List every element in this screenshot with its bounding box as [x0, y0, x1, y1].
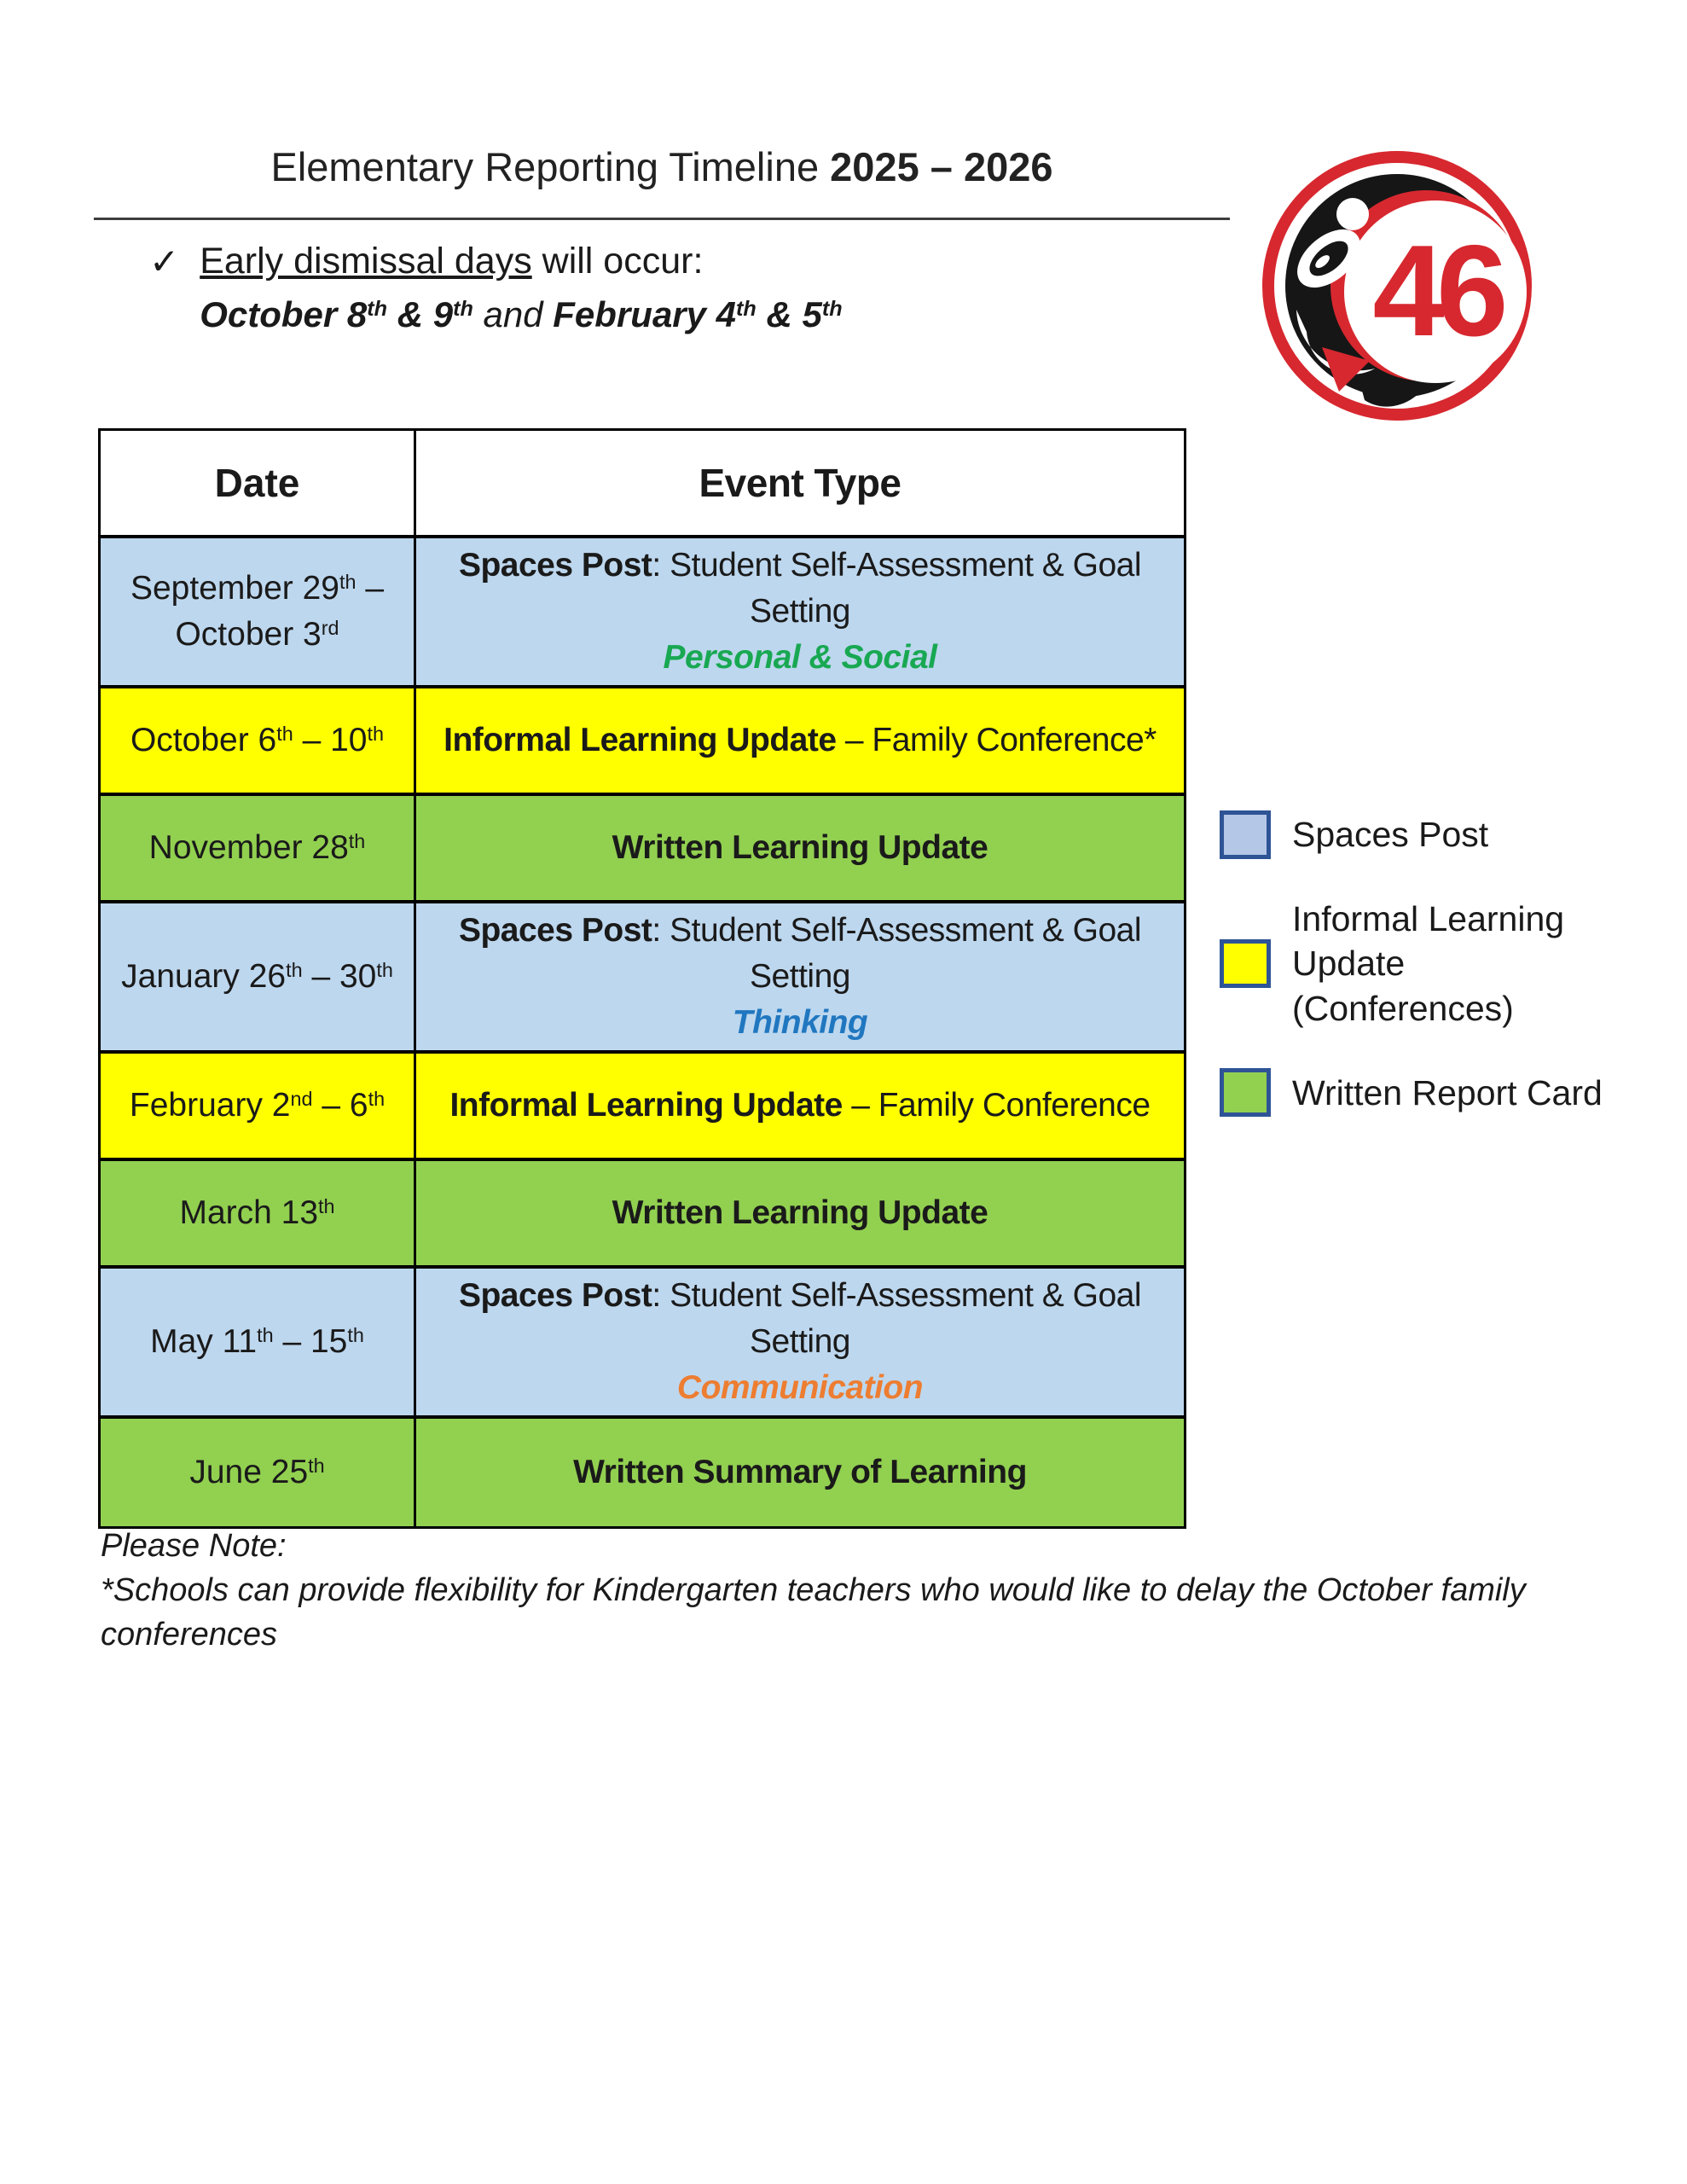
legend-label: Written Report Card: [1292, 1072, 1603, 1112]
table-row: [101, 1269, 1184, 1419]
district-46-logo: [1256, 145, 1538, 427]
table-row: [101, 688, 1184, 796]
table-row: [101, 903, 1184, 1054]
checkmark-icon: ✓: [149, 241, 180, 282]
page-title: Elementary Reporting Timeline 2025 – 2026: [270, 144, 1053, 189]
footer-note-label: Please Note:: [101, 1528, 287, 1564]
date-cell: January 26th – 30th: [101, 903, 416, 1050]
table-row: [101, 538, 1184, 688]
event-type-cell: Spaces Post: Student Self-Assessment & Goal Setting Thinking: [458, 912, 1142, 1041]
event-type-cell: Informal Learning Update – Family Conference*: [443, 722, 1157, 759]
event-type-cell: Informal Learning Update – Family Conference: [449, 1087, 1151, 1124]
table-header-row: [101, 431, 1184, 538]
early-dismissal-text: Early dismissal days will occur:: [200, 241, 704, 282]
event-type-cell: Written Summary of Learning: [573, 1454, 1027, 1491]
early-dismissal-note: [149, 241, 843, 335]
legend-item: [1220, 1068, 1620, 1117]
footer-note: [101, 1524, 1602, 1657]
date-cell: October 6th – 10th: [101, 688, 416, 793]
legend-color-swatch: [1220, 1068, 1271, 1117]
early-dismissal-lines: [200, 241, 842, 335]
date-cell: March 13th: [101, 1161, 416, 1265]
event-type-cell: Spaces Post: Student Self-Assessment & Goal Setting Communication: [458, 1277, 1142, 1406]
column-header-date: Date: [101, 431, 416, 535]
title-divider: [94, 218, 1230, 220]
date-cell: May 11th – 15th: [101, 1269, 416, 1415]
event-type-cell: Spaces Post: Student Self-Assessment & Goal Setting Personal & Social: [458, 547, 1142, 676]
table-row: [101, 796, 1184, 903]
date-cell: June 25th: [101, 1419, 416, 1526]
date-cell: November 28th: [101, 796, 416, 900]
legend: [1220, 810, 1620, 1154]
footer-note-text: *Schools can provide flexibility for Kindergarten teachers who would like to delay the October family conferences: [101, 1572, 1526, 1653]
legend-label: Informal Learning Update (Conferences): [1292, 899, 1565, 1028]
legend-item: [1220, 810, 1620, 859]
table-row: [101, 1161, 1184, 1269]
event-type-cell: Written Learning Update: [612, 1194, 988, 1232]
legend-color-swatch: [1220, 939, 1271, 988]
date-cell: September 29th – October 3rd: [101, 538, 416, 685]
column-header-event-type: Event Type: [699, 461, 901, 505]
table-row: [101, 1054, 1184, 1161]
legend-color-swatch: [1220, 810, 1271, 859]
early-dismissal-dates: October 8th & 9th and February 4th & 5th: [200, 294, 843, 334]
table-row: [101, 1419, 1184, 1526]
date-cell: February 2nd – 6th: [101, 1054, 416, 1158]
legend-label: Spaces Post: [1292, 815, 1489, 855]
event-type-cell: Written Learning Update: [612, 829, 988, 867]
legend-item: [1220, 897, 1620, 1031]
logo-number: 46: [1372, 218, 1500, 363]
reporting-table: [98, 428, 1186, 1529]
